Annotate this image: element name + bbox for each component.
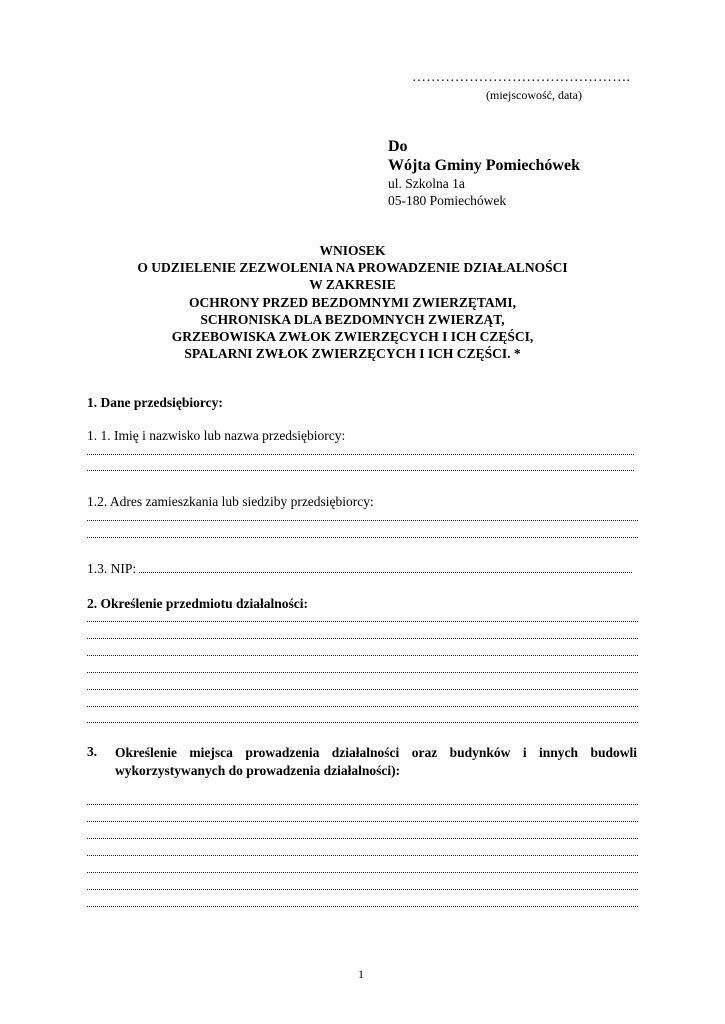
section-3-number: 3. <box>87 744 98 759</box>
title-line: SCHRONISKA DLA BEZDOMNYCH ZWIERZĄT, <box>200 311 505 327</box>
address-field-line[interactable] <box>87 520 638 521</box>
activity-field-line[interactable] <box>87 722 638 723</box>
title-line: W ZAKRESIE <box>309 277 396 293</box>
title-line: GRZEBOWISKA ZWŁOK ZWIERZĘCYCH I ICH CZĘŚCI, <box>171 329 534 345</box>
name-field-line[interactable] <box>87 470 634 471</box>
name-field-line[interactable] <box>87 454 634 455</box>
title-line: O UDZIELENIE ZEZWOLENIA NA PROWADZENIE DZIAŁALNOŚCI <box>137 260 568 276</box>
addressee-block <box>388 137 580 209</box>
addressee-street: ul. Szkolna 1a <box>388 176 465 191</box>
addressee-name: Wójta Gminy Pomiechówek <box>388 157 580 174</box>
section-3-heading: Określenie miejsca prowadzenia działalności oraz budynków i innych budowli wykorzystywanych do prowadzenia działalności): <box>115 745 637 778</box>
addressee-postal-city: 05-180 Pomiechówek <box>388 193 507 208</box>
location-field-line[interactable] <box>87 838 638 839</box>
activity-field-line[interactable] <box>87 672 638 673</box>
name-field-label: 1. 1. Imię i nazwisko lub nazwa przedsiębiorcy: <box>87 428 346 443</box>
location-field-line[interactable] <box>87 855 638 856</box>
address-field-line[interactable] <box>87 537 638 538</box>
activity-field-line[interactable] <box>87 638 638 639</box>
location-field-line[interactable] <box>87 821 638 822</box>
nip-field-label: 1.3. NIP: <box>87 561 137 576</box>
activity-field-line[interactable] <box>87 655 638 656</box>
title-line: OCHRONY PRZED BEZDOMNYMI ZWIERZĘTAMI, <box>188 294 517 310</box>
page-number: 1 <box>358 967 364 981</box>
activity-field-line[interactable] <box>87 706 638 707</box>
activity-field-line[interactable] <box>87 621 638 622</box>
location-field-line[interactable] <box>87 872 638 873</box>
activity-field-line[interactable] <box>87 689 638 690</box>
location-field-line[interactable] <box>87 889 638 890</box>
location-field-line[interactable] <box>87 906 638 907</box>
section-1-heading: 1. Dane przedsiębiorcy: <box>87 395 223 410</box>
title-line: SPALARNI ZWŁOK ZWIERZĘCYCH I ICH CZĘŚCI. * <box>184 346 521 362</box>
location-field-line[interactable] <box>87 804 638 805</box>
title-line: WNIOSEK <box>319 243 386 258</box>
address-field-label: 1.2. Adres zamieszkania lub siedziby przedsiębiorcy: <box>87 494 374 509</box>
nip-field-line[interactable] <box>139 572 632 573</box>
section-2-heading: 2. Określenie przedmiotu działalności: <box>87 596 308 611</box>
place-date-field[interactable]: ………………………………………. <box>412 70 631 85</box>
place-date-caption: (miejscowość, data) <box>486 88 582 102</box>
addressee-to: Do <box>388 138 408 155</box>
document-title <box>60 242 645 362</box>
